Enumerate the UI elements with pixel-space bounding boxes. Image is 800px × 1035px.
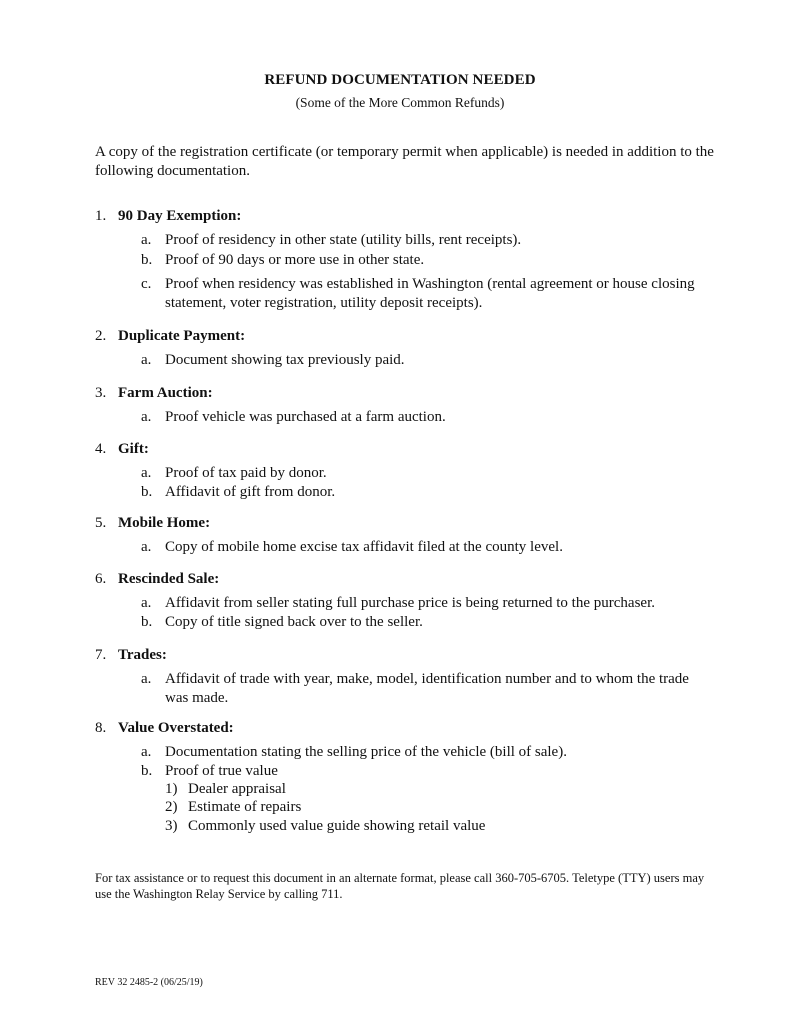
sub-item-text: Commonly used value guide showing retail value [188,818,486,834]
item-text: Proof vehicle was purchased at a farm auction. [165,409,446,425]
item-text: Proof of residency in other state (utility bills, rent receipts). [165,232,522,248]
section-title: Mobile Home: [118,515,211,531]
section-number: 1. [95,208,107,224]
item-text: Proof when residency was established in Washington (rental agreement or house closing statement, voter registration, utility deposit receipts). [165,276,695,311]
item-letter: b. [141,614,153,630]
section-number: 8. [95,720,107,736]
item-letter: b. [141,763,153,779]
item-letter: a. [141,539,152,555]
item-text: Documentation stating the selling price of the vehicle (bill of sale). [165,744,567,760]
form-number: REV 32 2485-2 (06/25/19) [95,977,203,988]
section-title: Trades: [118,647,167,663]
section-number: 4. [95,441,107,457]
item-text: Proof of 90 days or more use in other state. [165,252,425,268]
item-letter: c. [141,276,152,292]
section-title: Farm Auction: [118,385,213,401]
section-title: Value Overstated: [118,720,234,736]
item-letter: b. [141,252,153,268]
item-text: Affidavit of gift from donor. [165,484,336,500]
section-number: 6. [95,571,107,587]
section-number: 2. [95,328,107,344]
section-number: 7. [95,647,107,663]
item-letter: a. [141,409,152,425]
item-letter: a. [141,595,152,611]
item-text: Document showing tax previously paid. [165,352,405,368]
document-subtitle: (Some of the More Common Refunds) [295,95,505,110]
item-letter: a. [141,465,152,481]
item-letter: a. [141,352,152,368]
item-text: Proof of true value [165,763,278,779]
assistance-note: For tax assistance or to request this document in an alternate format, please call 360-705-6705. Teletype (TTY) users may use the Washington Relay Service by calling 711. [95,871,705,901]
item-text: Affidavit from seller stating full purchase price is being returned to the purchaser. [165,595,655,611]
section-title: Duplicate Payment: [118,328,246,344]
item-text: Copy of mobile home excise tax affidavit filed at the county level. [165,539,563,555]
sub-item-text: Estimate of repairs [188,799,302,815]
document-title: REFUND DOCUMENTATION NEEDED [264,72,536,88]
section-title: Gift: [118,441,149,457]
section-number: 3. [95,385,107,401]
item-letter: b. [141,484,153,500]
item-letter: a. [141,232,152,248]
item-letter: a. [141,671,152,687]
item-text: Affidavit of trade with year, make, model, identification number and to whom the trade was made. [165,671,689,706]
item-letter: a. [141,744,152,760]
item-text: Proof of tax paid by donor. [165,465,327,481]
section-title: Rescinded Sale: [118,571,220,587]
sub-item-number: 2) [165,799,178,815]
section-number: 5. [95,515,107,531]
sub-item-number: 1) [165,781,178,797]
item-text: Copy of title signed back over to the seller. [165,614,423,630]
section-title: 90 Day Exemption: [118,208,242,224]
sub-item-number: 3) [165,818,178,834]
intro-paragraph: A copy of the registration certificate (or temporary permit when applicable) is needed in addition to the following documentation. [95,144,714,179]
sub-item-text: Dealer appraisal [188,781,286,797]
